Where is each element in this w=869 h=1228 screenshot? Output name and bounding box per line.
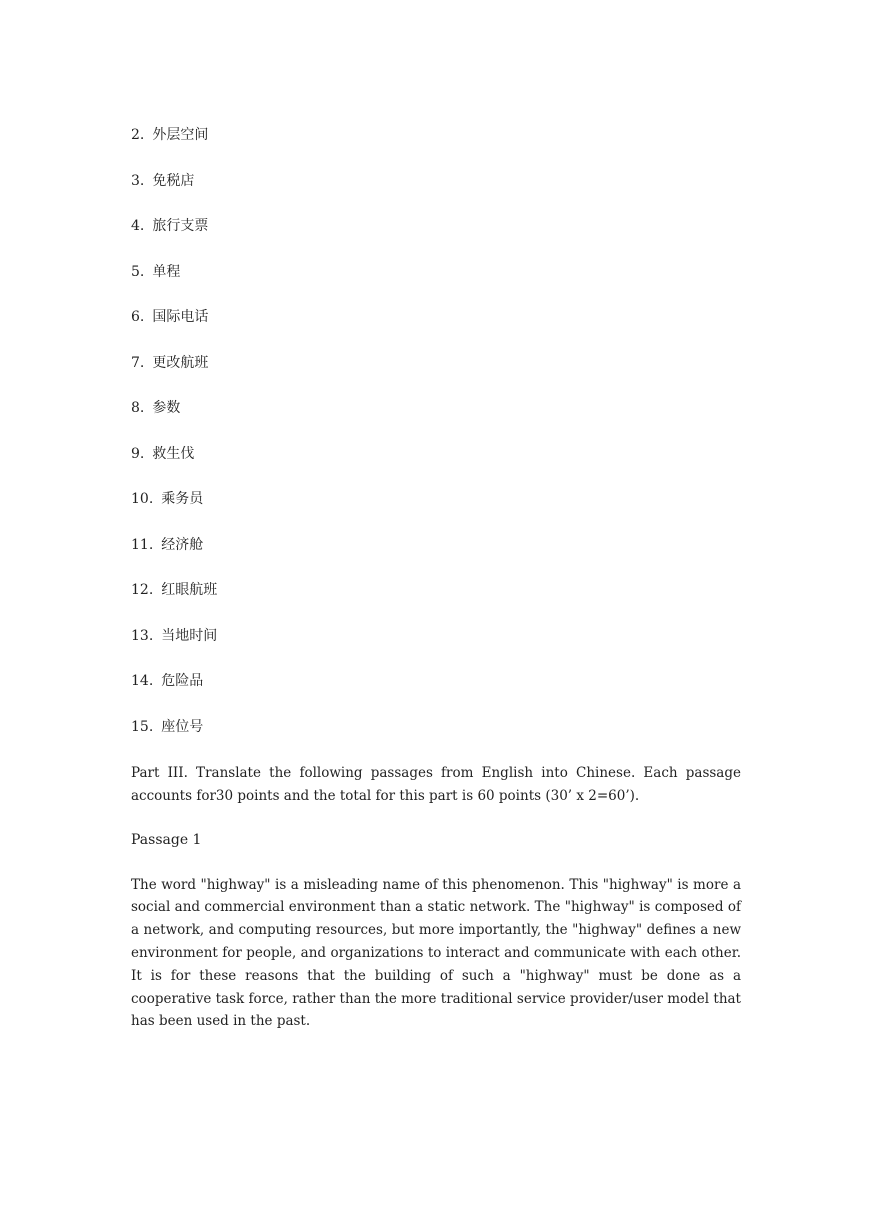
item-term: 参数 bbox=[152, 400, 181, 416]
item-term: 乘务员 bbox=[161, 491, 204, 507]
item-number: 12. bbox=[131, 582, 154, 598]
item-term: 经济舱 bbox=[161, 536, 204, 553]
item-number: 14. bbox=[131, 673, 154, 689]
list-item bbox=[131, 216, 741, 236]
document-page bbox=[131, 125, 741, 1055]
list-item bbox=[131, 171, 741, 191]
item-number: 9. bbox=[131, 445, 145, 462]
item-term: 外层空间 bbox=[152, 127, 209, 143]
list-item bbox=[131, 580, 741, 600]
item-number: 3. bbox=[131, 172, 145, 189]
item-term: 旅行支票 bbox=[152, 218, 209, 234]
item-term: 单程 bbox=[152, 263, 181, 280]
list-item bbox=[131, 489, 741, 509]
item-term: 救生伐 bbox=[152, 445, 195, 462]
item-term: 免税店 bbox=[152, 172, 195, 189]
part3-instruction: Part III. Translate the following passages from English into Chinese. Each passage accounts for30 points and the total for this part is 60 points (30’ x 2=60’). bbox=[131, 765, 741, 804]
item-term: 国际电话 bbox=[152, 309, 209, 325]
item-number: 13. bbox=[131, 627, 154, 644]
list-item bbox=[131, 626, 741, 646]
list-item bbox=[131, 125, 741, 145]
passage-text: The word "highway" is a misleading name of this phenomenon. This "highway" is more a social and commercial environment than a static network. The "highway" is composed of a network, and computing resources, but more importantly, the "highway" defines a new environment for people, and organizations to interact and communicate with each other. It is for these reasons that the building of such a "highway" must be done as a cooperative task force, rather than the more traditional service provider/user model that has been used in the past. bbox=[131, 876, 741, 1030]
item-number: 2. bbox=[131, 127, 145, 143]
list-item bbox=[131, 717, 741, 737]
list-item bbox=[131, 307, 741, 327]
item-term: 更改航班 bbox=[152, 354, 209, 371]
list-item bbox=[131, 444, 741, 464]
list-item bbox=[131, 262, 741, 282]
passage-title: Passage 1 bbox=[131, 831, 202, 848]
vocab-list bbox=[131, 125, 741, 737]
item-term: 危险品 bbox=[161, 673, 204, 689]
list-item bbox=[131, 671, 741, 691]
item-term: 当地时间 bbox=[161, 627, 218, 644]
list-item bbox=[131, 398, 741, 418]
item-number: 4. bbox=[131, 218, 145, 234]
item-number: 11. bbox=[131, 536, 154, 553]
item-number: 6. bbox=[131, 309, 145, 325]
item-number: 8. bbox=[131, 400, 145, 416]
list-item bbox=[131, 353, 741, 373]
item-term: 座位号 bbox=[161, 718, 204, 735]
item-number: 10. bbox=[131, 491, 154, 507]
list-item bbox=[131, 535, 741, 555]
item-number: 5. bbox=[131, 263, 145, 280]
item-number: 15. bbox=[131, 718, 154, 735]
item-number: 7. bbox=[131, 354, 145, 371]
item-term: 红眼航班 bbox=[161, 582, 218, 598]
